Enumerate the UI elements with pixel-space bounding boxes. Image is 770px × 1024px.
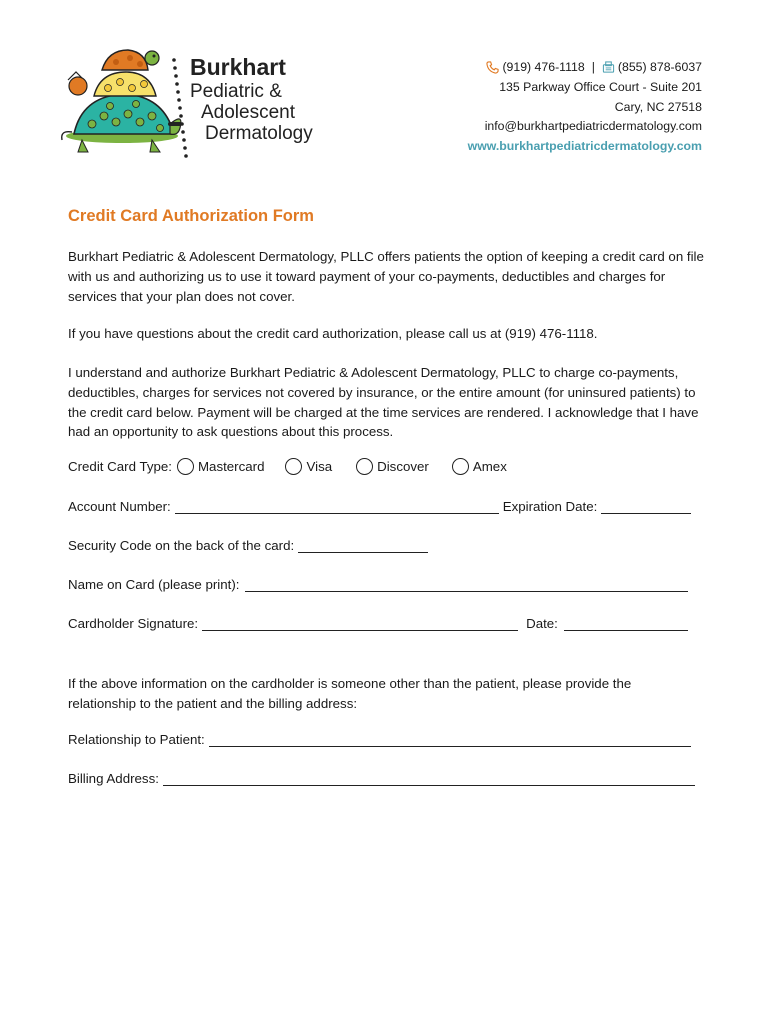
expiration-label: Expiration Date: bbox=[502, 499, 598, 514]
card-type-option-discover[interactable] bbox=[356, 458, 429, 475]
email-link[interactable]: info@burkhartpediatricdermatology.com bbox=[484, 119, 702, 134]
billing-address-field[interactable] bbox=[163, 771, 695, 786]
radio-visa[interactable] bbox=[285, 458, 302, 475]
brand-line-1: Burkhart bbox=[190, 54, 286, 80]
account-number-field[interactable] bbox=[175, 499, 499, 514]
card-type-option-visa[interactable] bbox=[285, 458, 332, 475]
address-line-2: Cary, NC 27518 bbox=[614, 99, 702, 114]
name-on-card-label: Name on Card (please print): bbox=[68, 577, 240, 592]
signature-label: Cardholder Signature: bbox=[68, 616, 199, 631]
brand-line-2: Pediatric & bbox=[190, 81, 282, 102]
security-code-label: Security Code on the back of the card: bbox=[68, 538, 295, 553]
account-number-label: Account Number: bbox=[68, 499, 171, 514]
phone-row bbox=[468, 58, 702, 78]
billing-address-label: Billing Address: bbox=[68, 771, 159, 786]
name-row bbox=[68, 577, 688, 592]
authorization-paragraph: I understand and authorize Burkhart Pediatric & Adolescent Dermatology, PLLC to charge co-payments, deductibles, charges for services not covered by insurance, or the entire amount (for uninsured patients) to the credit card below. Payment will be charged at the time services are rendered. I acknowledge that I have had an opportunity to ask questions about this process. bbox=[68, 365, 699, 440]
radio-discover[interactable] bbox=[356, 458, 373, 475]
phone-number[interactable]: (919) 476-1118 bbox=[502, 60, 585, 74]
intro-paragraph: Burkhart Pediatric & Adolescent Dermatology, PLLC offers patients the option of keeping a credit card on file with us and authorizing us to use it toward payment of your co-payments, deductibles and charges for services that your plan does not cover. bbox=[68, 249, 704, 304]
security-code-field[interactable] bbox=[298, 538, 428, 553]
fax-number: (855) 878-6037 bbox=[617, 60, 702, 74]
fax-icon bbox=[602, 61, 615, 74]
address-line-1: 135 Parkway Office Court - Suite 201 bbox=[499, 79, 702, 94]
contact-separator: | bbox=[591, 60, 595, 74]
card-type-option-amex[interactable] bbox=[452, 458, 507, 475]
website-link[interactable]: www.burkhartpediatricdermatology.com bbox=[467, 139, 702, 154]
security-row bbox=[68, 538, 428, 553]
option-label-mastercard: Mastercard bbox=[197, 459, 265, 474]
expiration-field[interactable] bbox=[601, 499, 691, 514]
radio-mastercard[interactable] bbox=[177, 458, 194, 475]
relationship-row bbox=[68, 732, 691, 747]
other-cardholder-paragraph: If the above information on the cardholder is someone other than the patient, please provide the relationship to the patient and the billing address: bbox=[68, 676, 632, 711]
questions-paragraph: If you have questions about the credit card authorization, please call us at (919) 476-1118. bbox=[68, 326, 598, 341]
signature-field[interactable] bbox=[202, 616, 518, 631]
signature-row bbox=[68, 616, 688, 631]
billing-row bbox=[68, 771, 695, 786]
account-row bbox=[68, 499, 691, 514]
date-field[interactable] bbox=[564, 616, 688, 631]
contact-block bbox=[468, 58, 702, 157]
form-title: Credit Card Authorization Form bbox=[68, 207, 314, 225]
option-label-discover: Discover bbox=[377, 459, 429, 474]
radio-amex[interactable] bbox=[452, 458, 469, 475]
phone-icon bbox=[486, 61, 499, 74]
brand-line-4: Dermatology bbox=[205, 123, 313, 144]
brand-name bbox=[190, 56, 313, 143]
brand-line-3: Adolescent bbox=[201, 102, 296, 123]
option-label-visa: Visa bbox=[306, 459, 333, 474]
relationship-label: Relationship to Patient: bbox=[68, 732, 205, 747]
date-label: Date: bbox=[526, 616, 558, 631]
option-label-amex: Amex bbox=[472, 459, 507, 474]
name-on-card-field[interactable] bbox=[245, 577, 688, 592]
card-type-row bbox=[68, 458, 507, 475]
card-type-option-mastercard[interactable] bbox=[177, 458, 265, 475]
card-type-label: Credit Card Type: bbox=[68, 459, 172, 474]
relationship-field[interactable] bbox=[209, 732, 691, 747]
